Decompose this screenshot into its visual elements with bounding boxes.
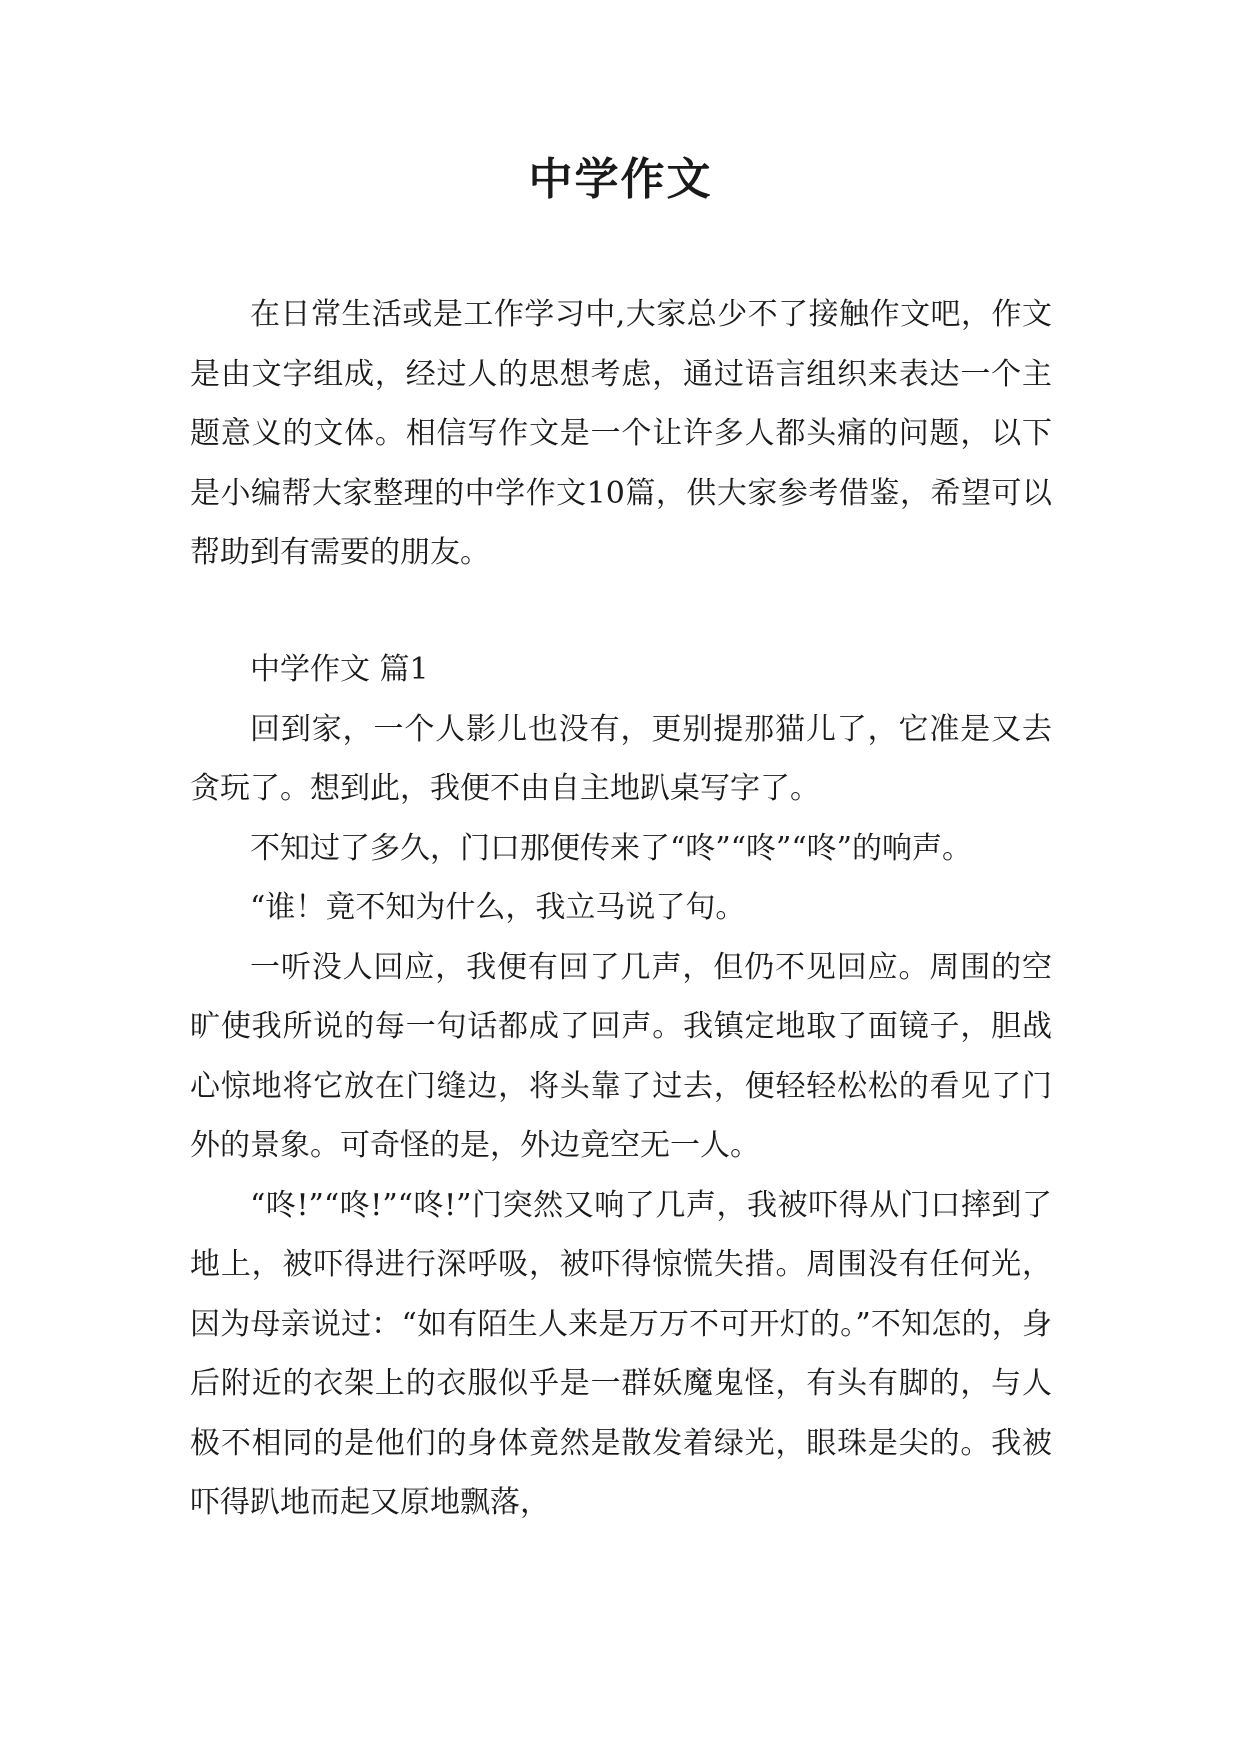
- section-heading: 中学作文 篇1: [250, 652, 429, 687]
- intro-block: [190, 285, 1052, 583]
- intro-paragraph: 在日常生活或是工作学习中,大家总少不了接触作文吧，作文是由文字组成，经过人的思想考虑，通过语言组织来表达一个主题意义的文体。相信写作文是一个让许多人都头痛的问题，以下是小编帮大家整理的中学作文10篇，供大家参考借鉴，希望可以帮助到有需要的朋友。: [190, 297, 1052, 570]
- essay-paragraph: “咚!”“咚!”“咚!”门突然又响了几声，我被吓得从门口摔到了地上，被吓得进行深呼吸，被吓得惊慌失措。周围没有任何光，因为母亲说过：“如有陌生人来是万万不可开灯的。”不知怎的，身后附近的衣架上的衣服似乎是一群妖魔鬼怪，有头有脚的，与人极不相同的是他们的身体竟然是散发着绿光，眼珠是尖的。我被吓得趴地而起又原地飘落，: [190, 1187, 1052, 1520]
- essay-paragraph: 回到家，一个人影儿也没有，更别提那猫儿了，它准是又去贪玩了。想到此，我便不由自主地趴桌写字了。: [190, 711, 1052, 806]
- essay-paragraph: “谁！竟不知为什么，我立马说了句。: [250, 890, 746, 925]
- document-title: 中学作文: [528, 154, 713, 205]
- essay-section: [190, 640, 1052, 1533]
- essay-paragraph: 一听没人回应，我便有回了几声，但仍不见回应。周围的空旷使我所说的每一句话都成了回声。我镇定地取了面镜子，胆战心惊地将它放在门缝边，将头靠了过去，便轻轻松松的看见了门外的景象。可奇怪的是，外边竟空无一人。: [190, 949, 1052, 1163]
- essay-paragraph: 不知过了多久，门口那便传来了“咚”“咚”“咚”的响声。: [250, 830, 973, 866]
